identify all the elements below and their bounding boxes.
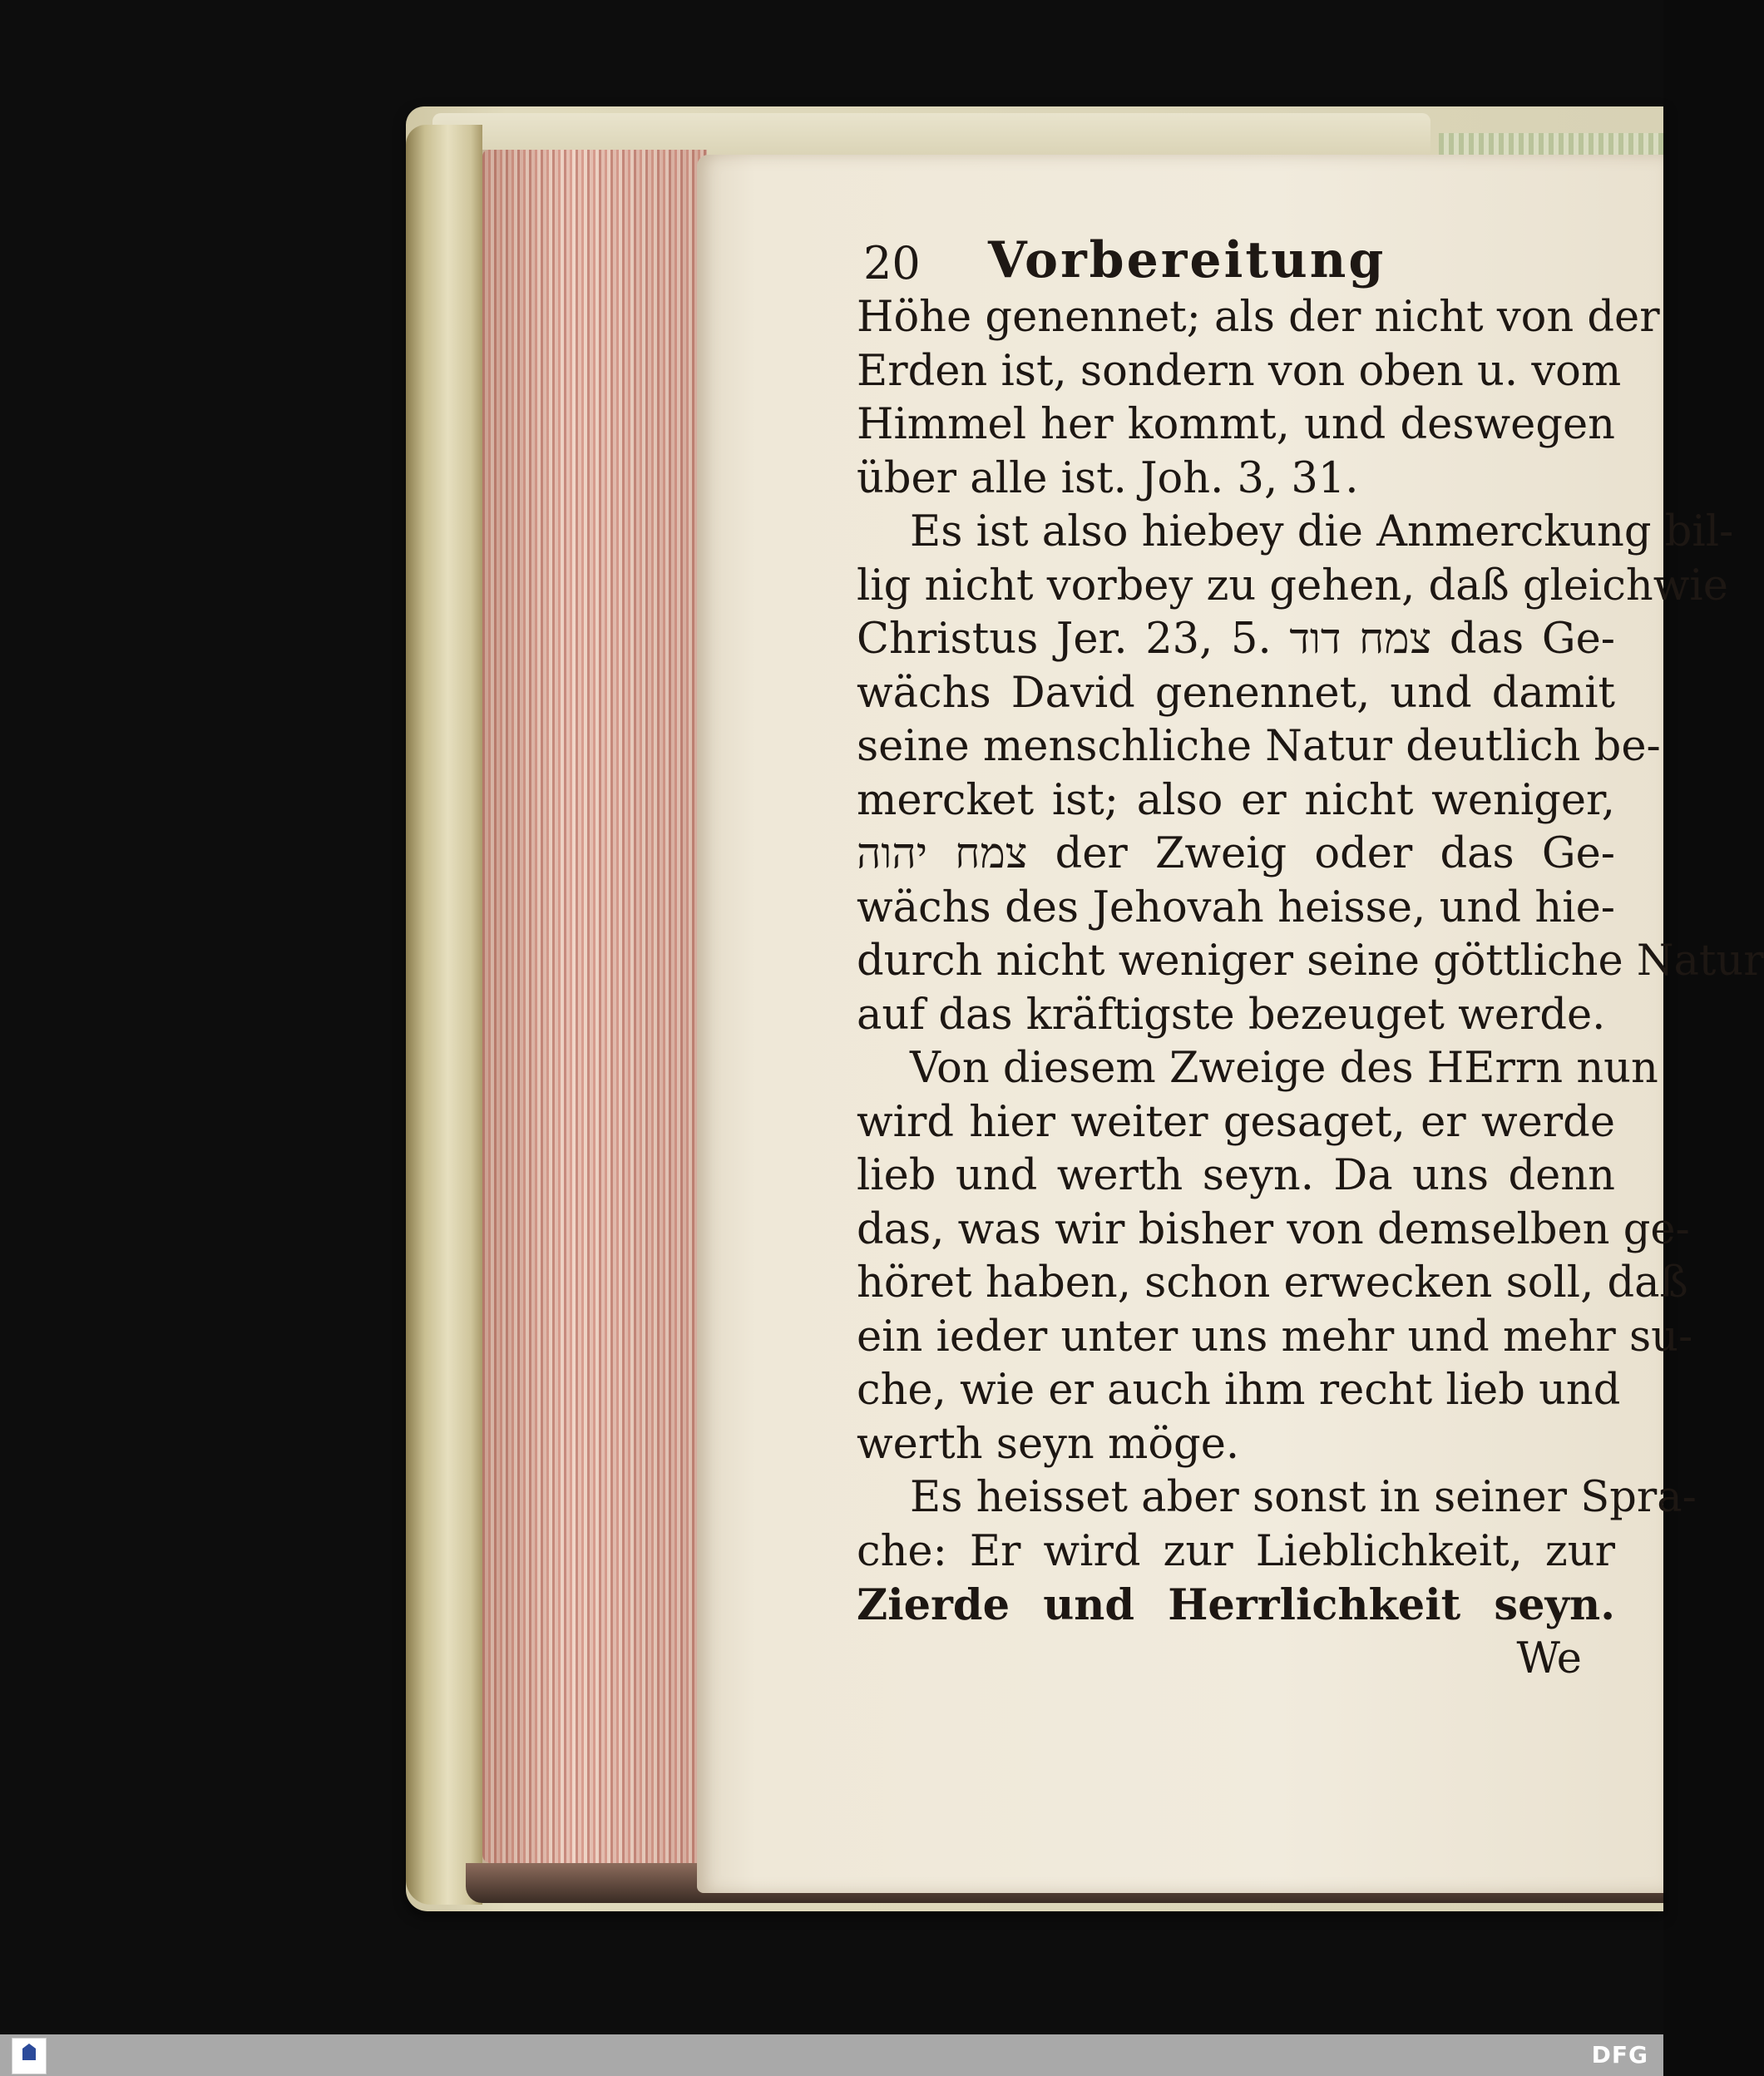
text-line: ein ieder unter uns mehr und mehr su- [857,1312,1693,1362]
text-line: Es heisset aber sonst in seiner Spra- [910,1473,1697,1522]
text-line: über alle ist. Joh. 3, 31. [857,453,1359,503]
text-line: lig nicht vorbey zu gehen, daß gleichwie [857,561,1728,610]
text-line: werth seyn möge. [857,1419,1240,1469]
page-header [863,223,1412,289]
text-line: seine menschliche Natur deutlich be- [857,722,1661,771]
text-line: Zierde und Herrlichkeit seyn. [857,1580,1615,1630]
text-line: צמח יהוה der Zweig oder das Ge- [857,829,1615,878]
text-line: Höhe genennet; als der nicht von der [857,293,1660,342]
text-line: Es ist also hiebey die Anmerckung bil- [910,507,1734,556]
text-line: höret haben, schon erwecken soll, daß [857,1258,1688,1307]
text-line: auf das kräftigste bezeuget werde. [857,990,1606,1040]
text-line: che, wie er auch ihm recht lieb und [857,1366,1621,1415]
running-head: Vorbereitung [988,231,1386,289]
page-number: 20 [863,237,921,289]
text-line: wird hier weiter gesaget, er werde [857,1097,1615,1147]
page-text [857,291,1764,1686]
library-logo-icon [12,2038,47,2074]
text-line: mercket ist; also er nicht weniger, [857,775,1615,825]
text-line: lieb und werth seyn. Da uns denn [857,1151,1615,1200]
text-line: Erden ist, sondern von oben u. vom [857,346,1622,396]
text-line: das, was wir bisher von demselben ge- [857,1204,1690,1254]
text-line: Himmel her kommt, und deswegen [857,400,1615,449]
page-fore-edge [482,150,707,1863]
catchword: We [1516,1634,1582,1683]
text-line: Christus Jer. 23, 5. צמח דוד das Ge- [857,615,1615,664]
text-line: wächs des Jehovah heisse, und hie- [857,882,1615,932]
text-line: durch nicht weniger seine göttliche Natur [857,937,1764,986]
dfg-logo: DFG [1591,2041,1648,2069]
text-line: wächs David genennet, und damit [857,668,1615,718]
text-line: Von diesem Zweige des HErrn nun [910,1044,1658,1093]
book-spine [406,125,482,1905]
text-line: che: Er wird zur Lieblichkeit, zur [857,1526,1615,1576]
viewer-footer-bar [0,2034,1663,2076]
